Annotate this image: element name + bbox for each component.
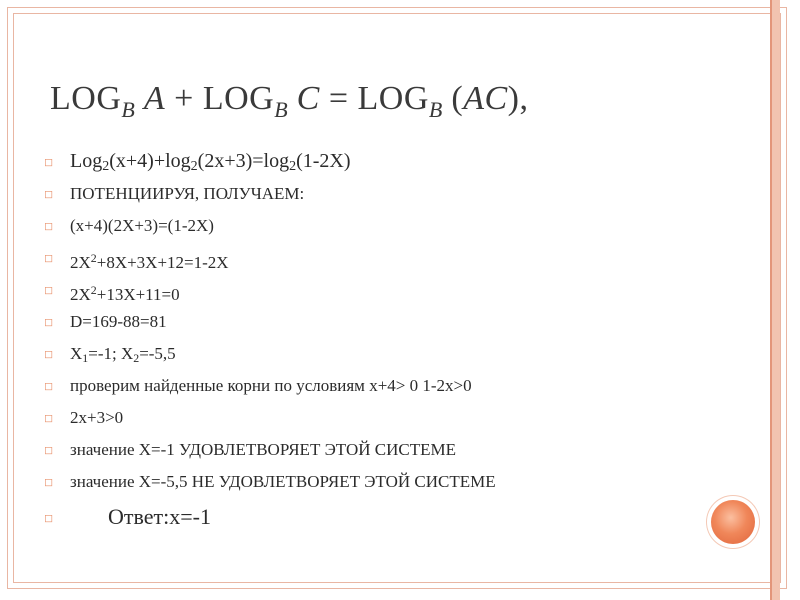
step-text: D=169-88=81: [70, 312, 167, 331]
bullet-icon: ◻: [44, 283, 54, 297]
title-paren: (: [451, 80, 464, 117]
bullet-icon: ◻: [44, 187, 54, 201]
title-log: LOG: [202, 80, 275, 117]
bullet-icon: ◻: [44, 475, 54, 489]
title-equals: =: [319, 80, 358, 117]
bullet-icon: ◻: [44, 511, 54, 525]
equation-text: $Log_2(x+4)+\log_2(2x+3)=\log_2(1-2X)$: [70, 150, 351, 174]
list-item: [42, 210, 762, 242]
step-text: проверим найденные корни по условиям x+4> 0 1-2x>0: [70, 376, 472, 395]
title-arg: A: [143, 80, 166, 117]
step-text: значение X=-1 УДОВЛЕТВОРЯЕТ ЭТОЙ СИСТЕМЕ: [70, 440, 456, 459]
bullet-icon: ◻: [44, 411, 54, 425]
step-text: $X_1=-1$; $X_2=-5,5$: [70, 344, 176, 365]
list-item: [42, 274, 762, 306]
list-item: [42, 434, 762, 466]
bullet-icon: ◻: [44, 379, 54, 393]
list-item: [42, 306, 762, 338]
step-text: 2x+3>0: [70, 408, 124, 427]
title-base: B: [428, 97, 443, 122]
list-item: [42, 178, 762, 210]
title-plus: +: [165, 80, 203, 117]
title-arg: C: [296, 80, 320, 117]
list-item: [42, 466, 762, 498]
slide-title: [50, 80, 528, 123]
title-paren: ),: [507, 80, 529, 117]
bullet-icon: ◻: [44, 443, 54, 457]
title-arg: AC: [463, 80, 508, 117]
title-log: LOG: [357, 80, 429, 117]
list-item: [42, 370, 762, 402]
list-item: [42, 498, 762, 538]
title-log: LOG: [50, 80, 122, 117]
list-item: [42, 145, 762, 178]
title-base: B: [121, 97, 135, 122]
bullet-icon: ◻: [44, 251, 54, 265]
step-text: $2X^2+13X+11=0$: [70, 283, 180, 304]
bullet-icon: ◻: [44, 219, 54, 233]
step-text: $2X^2+8X+3X+12=1-2X$: [70, 251, 229, 272]
list-item: [42, 402, 762, 434]
list-item: [42, 242, 762, 274]
bullet-icon: ◻: [44, 347, 54, 361]
step-text: ПОТЕНЦИИРУЯ, ПОЛУЧАЕМ:: [70, 184, 305, 203]
bullet-list: [42, 145, 762, 538]
accent-strip: [772, 0, 780, 600]
title-base: B: [274, 97, 288, 122]
step-text: значение X=-5,5 НЕ УДОВЛЕТВОРЯЕТ ЭТОЙ СИСТЕМЕ: [70, 472, 496, 491]
step-text: (x+4)(2X+3)=(1-2X): [70, 216, 214, 235]
answer-text: Ответ:x=-1: [108, 504, 211, 529]
bullet-icon: ◻: [44, 155, 54, 168]
list-item: [42, 338, 762, 370]
bullet-icon: ◻: [44, 315, 54, 329]
